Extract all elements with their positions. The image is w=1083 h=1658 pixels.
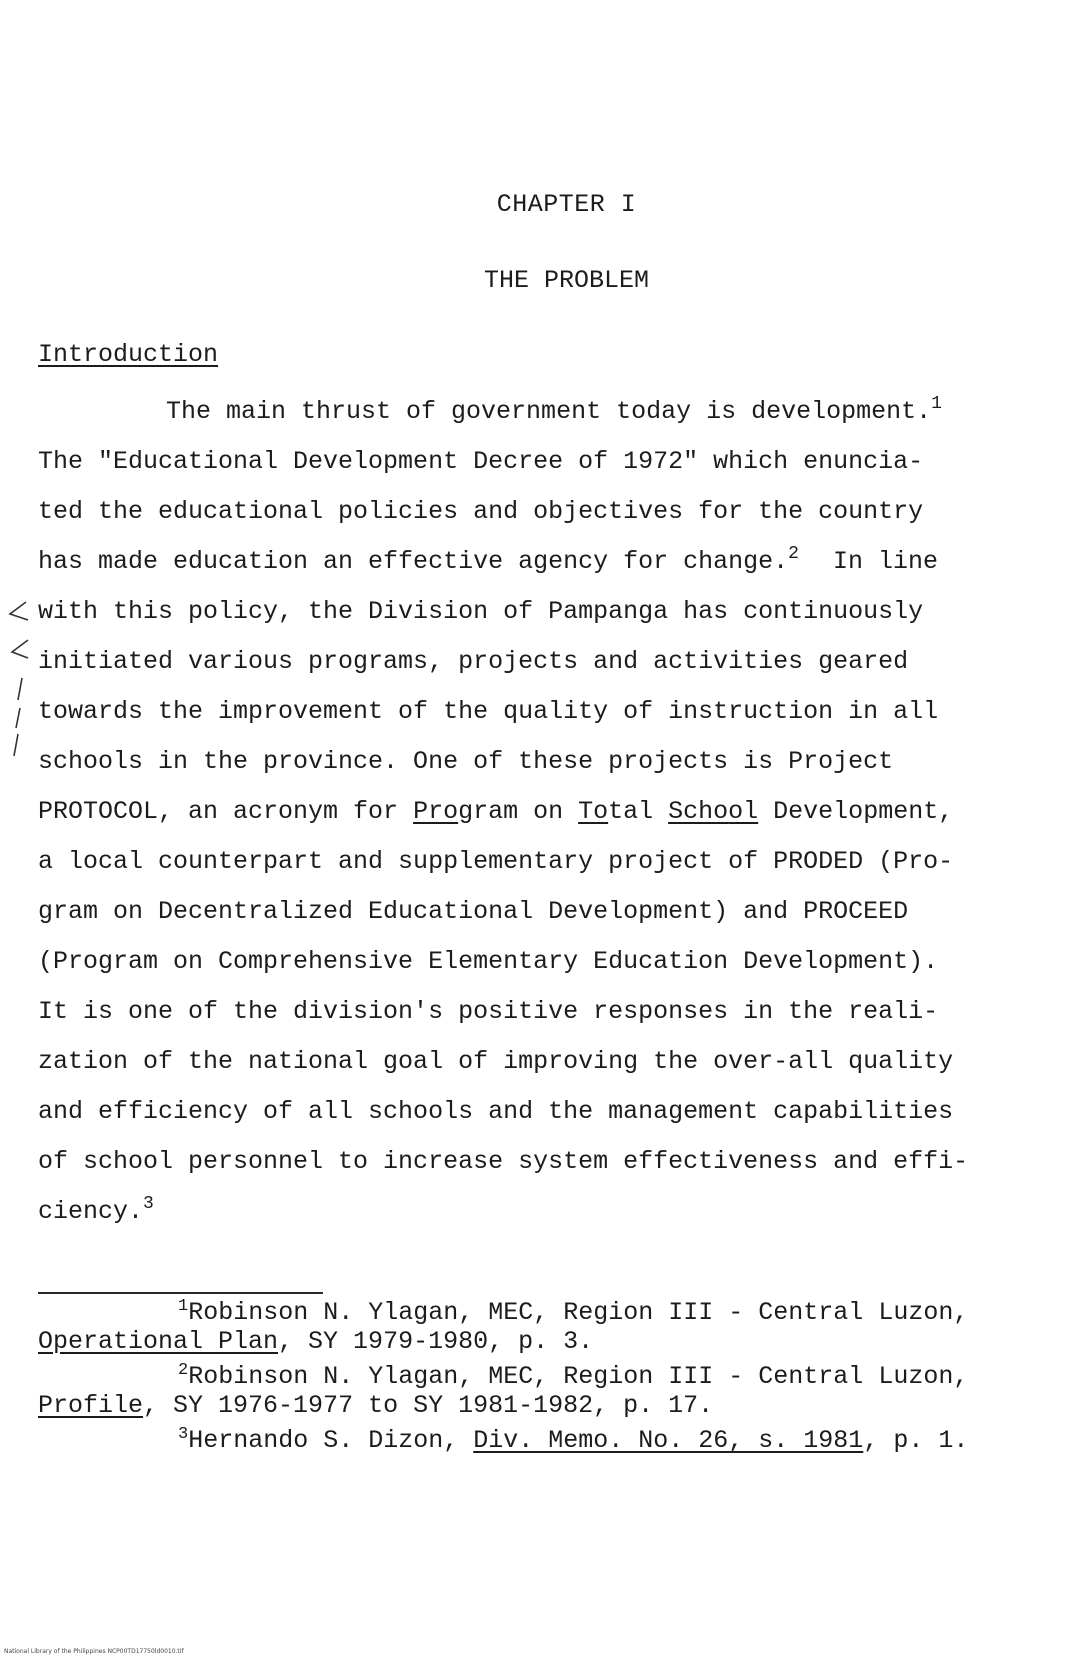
footnote-2-title: Profile (38, 1391, 144, 1420)
body-line: zation of the national goal of improving the over-all quality (38, 1047, 954, 1076)
footnote-1-continued: Operational Plan, SY 1979-1980, p. 3. (38, 1327, 594, 1356)
archive-caption: National Library of the Philippines NCP00TD17750ld0010.tif (4, 1648, 184, 1655)
underlined-initial: ol (728, 797, 759, 826)
footnote-1: $^1$Robinson N. Ylagan, MEC, Region III - Central Luzon, (178, 1297, 969, 1327)
underlined-initial: To (578, 797, 609, 826)
underlined-initial: Pro (413, 797, 459, 826)
body-line: The "Educational Development Decree of 1972" which enuncia- (38, 447, 924, 476)
body-line: The main thrust of government today is development.$^1$ (166, 394, 942, 426)
footnote-2-continued: Profile, SY 1976-1977 to SY 1981-1982, p. 17. (38, 1391, 714, 1420)
underlined-initial: Scho (668, 797, 729, 826)
footnote-3: $^3$Hernando S. Dizon, Div. Memo. No. 26, s. 1981, p. 1. (178, 1425, 969, 1455)
body-line: initiated various programs, projects and activities geared (38, 647, 909, 676)
body-line: and efficiency of all schools and the management capabilities (38, 1097, 954, 1126)
body-line: of school personnel to increase system effectiveness and effi- (38, 1147, 969, 1176)
footnotes (38, 1298, 1038, 1455)
footnote-2: $^2$Robinson N. Ylagan, MEC, Region III - Central Luzon, (178, 1361, 969, 1391)
body-line: schools in the province. One of these projects is Project (38, 747, 894, 776)
body-line: PROTOCOL, an acronym for Program on Total School Development, (38, 797, 954, 826)
footnote-ref-1: 1 (931, 394, 942, 414)
body-line: ted the educational policies and objectives for the country (38, 497, 924, 526)
section-heading: Introduction (38, 340, 219, 369)
footnote-3-title: Div. Memo. No. 26, s. 1981 (473, 1426, 864, 1455)
body-line: a local counterpart and supplementary project of PRODED (Pro- (38, 847, 954, 876)
body-line: gram on Decentralized Educational Development) and PROCEED (38, 897, 909, 926)
body-line: towards the improvement of the quality of instruction in all (38, 697, 939, 726)
handwritten-margin-mark (4, 600, 34, 760)
body-line: with this policy, the Division of Pampanga has continuously (38, 597, 924, 626)
footnote-divider (38, 1292, 323, 1294)
body-line: ciency.$^3$ (38, 1194, 154, 1226)
chapter-number: CHAPTER I (496, 190, 637, 219)
footnote-ref-2: 2 (788, 544, 799, 564)
footnote-ref-3: 3 (143, 1194, 154, 1214)
body-line: It is one of the division's positive responses in the reali- (38, 997, 939, 1026)
chapter-title: THE PROBLEM (483, 266, 650, 295)
footnote-1-title: Operational Plan (38, 1327, 279, 1356)
body-line: (Program on Comprehensive Elementary Education Development). (38, 947, 939, 976)
body-line: has made education an effective agency for change.$^2$ In line (38, 544, 938, 576)
body-paragraph (38, 387, 998, 1237)
